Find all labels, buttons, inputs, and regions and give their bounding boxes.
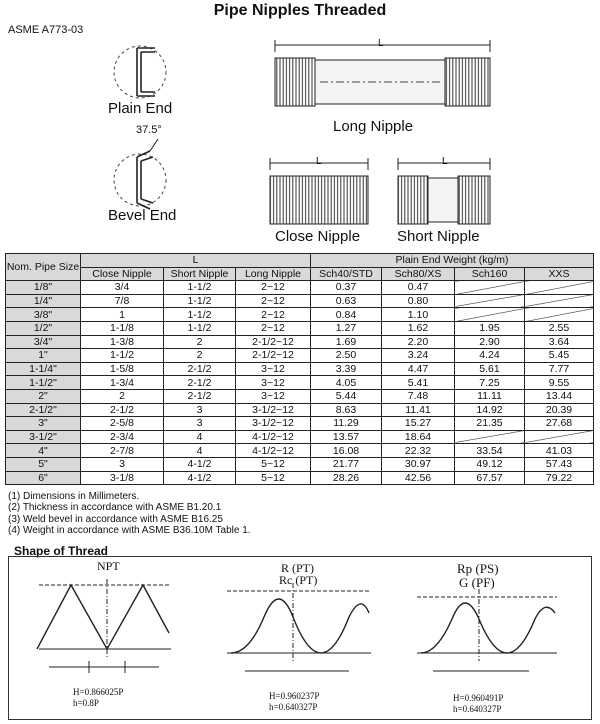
table-cell: 42.56 xyxy=(382,471,455,485)
rp-ps-formula-h: H=0.960491P xyxy=(453,693,504,703)
not-applicable-cell xyxy=(455,281,525,295)
short-nipple-drawing xyxy=(398,158,490,224)
table-cell: 8.63 xyxy=(311,403,382,417)
table-cell: 2~12 xyxy=(236,294,311,308)
table-cell: 3-1/2~12 xyxy=(236,417,311,431)
table-cell: 22.32 xyxy=(382,444,455,458)
table-cell: 2 xyxy=(81,389,164,403)
not-applicable-cell xyxy=(455,308,525,322)
l-header: L xyxy=(81,254,311,268)
table-cell: 0.47 xyxy=(382,281,455,295)
notes xyxy=(8,491,251,536)
table-cell: 2.90 xyxy=(455,335,525,349)
table-cell: 7.48 xyxy=(382,389,455,403)
table-row xyxy=(6,471,594,485)
table-cell: 1.95 xyxy=(455,321,525,335)
rp-ps-title: Rp (PS) xyxy=(457,561,499,576)
table-cell: 2~12 xyxy=(236,308,311,322)
table-cell: 5~12 xyxy=(236,471,311,485)
table-cell: 1-3/4 xyxy=(81,376,164,390)
nom-size-cell: 4" xyxy=(6,444,81,458)
table-cell: 3-1/8 xyxy=(81,471,164,485)
table-row xyxy=(6,417,594,431)
table-row xyxy=(6,457,594,471)
r-pt-title: R (PT) xyxy=(281,561,314,575)
table-cell: 2-1/2 xyxy=(81,403,164,417)
table-cell: 3~12 xyxy=(236,376,311,390)
table-cell: 13.57 xyxy=(311,430,382,444)
long-nipple-drawing xyxy=(275,40,490,106)
bevel-end-label: Bevel End xyxy=(108,207,177,224)
table-cell: 11.41 xyxy=(382,403,455,417)
bevel-angle-label: 37.5° xyxy=(136,124,162,136)
table-cell: 4 xyxy=(164,444,236,458)
table-body xyxy=(6,281,594,485)
table-cell: 3 xyxy=(81,457,164,471)
table-cell: 5.45 xyxy=(525,349,594,363)
table-cell: 11.11 xyxy=(455,389,525,403)
table-row xyxy=(6,430,594,444)
table-cell: 3/4 xyxy=(81,281,164,295)
table-row xyxy=(6,335,594,349)
npt-formula-h: H=0.866025P xyxy=(73,687,124,697)
table-row xyxy=(6,349,594,363)
sub-header-cell: Close Nipple xyxy=(81,267,164,281)
nom-size-cell: 1/8" xyxy=(6,281,81,295)
table-cell: 1-5/8 xyxy=(81,362,164,376)
nom-size-cell: 1/4" xyxy=(6,294,81,308)
table-cell: 7.77 xyxy=(525,362,594,376)
table-cell: 4-1/2~12 xyxy=(236,430,311,444)
bevel-end-drawing xyxy=(114,139,166,209)
table-cell: 2 xyxy=(164,349,236,363)
nom-size-cell: 1/2" xyxy=(6,321,81,335)
rp-ps-formula-small-h: h=0.640327P xyxy=(453,704,502,714)
table-cell: 2.55 xyxy=(525,321,594,335)
table-row xyxy=(6,403,594,417)
table-row xyxy=(6,281,594,295)
table-cell: 0.80 xyxy=(382,294,455,308)
table-cell: 2.20 xyxy=(382,335,455,349)
table-cell: 15.27 xyxy=(382,417,455,431)
not-applicable-cell xyxy=(525,308,594,322)
table-cell: 49.12 xyxy=(455,457,525,471)
table-cell: 4 xyxy=(164,430,236,444)
table-cell: 14.92 xyxy=(455,403,525,417)
short-nipple-label: Short Nipple xyxy=(397,228,480,245)
table-cell: 2-1/2~12 xyxy=(236,349,311,363)
plain-end-label: Plain End xyxy=(108,100,173,117)
standard-code: ASME A773-03 xyxy=(8,24,84,36)
table-cell: 1-1/2 xyxy=(164,308,236,322)
nom-size-cell: 3-1/2" xyxy=(6,430,81,444)
table-cell: 3~12 xyxy=(236,362,311,376)
table-cell: 5.61 xyxy=(455,362,525,376)
table-cell: 1.27 xyxy=(311,321,382,335)
npt-formula-small-h: h=0.8P xyxy=(73,698,99,708)
table-cell: 1 xyxy=(81,308,164,322)
table-cell: 2-1/2 xyxy=(164,362,236,376)
close-length-symbol: L xyxy=(316,156,322,167)
table-cell: 5~12 xyxy=(236,457,311,471)
r-pt-formula-h: H=0.960237P xyxy=(269,691,320,701)
table-cell: 67.57 xyxy=(455,471,525,485)
table-row xyxy=(6,389,594,403)
table-cell: 2~12 xyxy=(236,281,311,295)
weight-header: Plain End Weight (kg/m) xyxy=(311,254,594,268)
table-cell: 20.39 xyxy=(525,403,594,417)
note-1: (1) Dimensions in Millimeters. xyxy=(8,491,140,502)
sub-header-cell: Sch80/XS xyxy=(382,267,455,281)
not-applicable-cell xyxy=(455,294,525,308)
table-row xyxy=(6,321,594,335)
table-cell: 3~12 xyxy=(236,389,311,403)
npt-title: NPT xyxy=(97,559,120,573)
table-cell: 3.64 xyxy=(525,335,594,349)
table-cell: 4-1/2~12 xyxy=(236,444,311,458)
table-cell: 4-1/2 xyxy=(164,471,236,485)
table-row xyxy=(6,294,594,308)
not-applicable-cell xyxy=(525,281,594,295)
table-row xyxy=(6,362,594,376)
sub-header-cell: Sch160 xyxy=(455,267,525,281)
table-cell: 5.41 xyxy=(382,376,455,390)
table-cell: 3 xyxy=(164,417,236,431)
table-cell: 9.55 xyxy=(525,376,594,390)
nom-size-cell: 2" xyxy=(6,389,81,403)
table-cell: 2~12 xyxy=(236,321,311,335)
table-row xyxy=(6,308,594,322)
table-cell: 16.08 xyxy=(311,444,382,458)
table-cell: 1-1/8 xyxy=(81,321,164,335)
table-cell: 33.54 xyxy=(455,444,525,458)
table-cell: 7.25 xyxy=(455,376,525,390)
table-cell: 27.68 xyxy=(525,417,594,431)
table-cell: 1-1/2 xyxy=(164,321,236,335)
table-cell: 4.05 xyxy=(311,376,382,390)
nom-size-cell: 1-1/2" xyxy=(6,376,81,390)
rc-pt-title: Rc (PT) xyxy=(279,573,318,587)
table-cell: 2.50 xyxy=(311,349,382,363)
table-cell: 11.29 xyxy=(311,417,382,431)
short-length-symbol: L xyxy=(442,156,448,167)
plain-end-drawing xyxy=(114,46,166,98)
table-cell: 3.24 xyxy=(382,349,455,363)
nom-size-cell: 6" xyxy=(6,471,81,485)
close-nipple-drawing xyxy=(270,158,368,224)
table-cell: 18.64 xyxy=(382,430,455,444)
table-cell: 1-3/8 xyxy=(81,335,164,349)
table-cell: 79.22 xyxy=(525,471,594,485)
nom-size-cell: 5" xyxy=(6,457,81,471)
sub-header-cell: XXS xyxy=(525,267,594,281)
table-cell: 2-5/8 xyxy=(81,417,164,431)
page-title: Pipe Nipples Threaded xyxy=(213,2,387,19)
table-cell: 4.47 xyxy=(382,362,455,376)
note-4: (4) Weight in accordance with ASME B36.10M Table 1. xyxy=(8,524,251,536)
sub-header-row xyxy=(6,267,594,281)
table-cell: 0.37 xyxy=(311,281,382,295)
nom-size-header: Nom. Pipe Size xyxy=(6,254,81,281)
table-cell: 2-1/2~12 xyxy=(236,335,311,349)
sub-header-cell: Short Nipple xyxy=(164,267,236,281)
table-cell: 1.62 xyxy=(382,321,455,335)
table-cell: 2-3/4 xyxy=(81,430,164,444)
table-cell: 2-1/2 xyxy=(164,376,236,390)
table-cell: 0.84 xyxy=(311,308,382,322)
table-cell: 57.43 xyxy=(525,457,594,471)
nom-size-cell: 1" xyxy=(6,349,81,363)
table-cell: 41.03 xyxy=(525,444,594,458)
shape-of-thread-panel xyxy=(8,556,592,720)
nom-size-cell: 2-1/2" xyxy=(6,403,81,417)
sub-header-cell: Long Nipple xyxy=(236,267,311,281)
not-applicable-cell xyxy=(525,294,594,308)
table-cell: 4.24 xyxy=(455,349,525,363)
table-cell: 7/8 xyxy=(81,294,164,308)
note-2: (2) Thickness in accordance with ASME B1.20.1 xyxy=(8,502,222,514)
long-nipple-label: Long Nipple xyxy=(333,118,414,135)
table-cell: 21.35 xyxy=(455,417,525,431)
table-cell: 0.63 xyxy=(311,294,382,308)
nom-size-cell: 3" xyxy=(6,417,81,431)
nipple-diagrams xyxy=(0,30,600,252)
table-cell: 1.69 xyxy=(311,335,382,349)
note-3: (3) Weld bevel in accordance with ASME B16.25 xyxy=(8,513,223,525)
table-row xyxy=(6,444,594,458)
r-pt-formula-small-h: h=0.640327P xyxy=(269,702,318,712)
close-nipple-label: Close Nipple xyxy=(275,228,361,245)
table-cell: 4-1/2 xyxy=(164,457,236,471)
table-cell: 28.26 xyxy=(311,471,382,485)
table-cell: 2-7/8 xyxy=(81,444,164,458)
table-cell: 21.77 xyxy=(311,457,382,471)
table-cell: 13.44 xyxy=(525,389,594,403)
table-cell: 2-1/2 xyxy=(164,389,236,403)
table-cell: 1-1/2 xyxy=(164,281,236,295)
table-cell: 1-1/2 xyxy=(81,349,164,363)
table-cell: 2 xyxy=(164,335,236,349)
table-cell: 1.10 xyxy=(382,308,455,322)
shape-of-thread-title: Shape of Thread xyxy=(14,544,109,558)
long-length-symbol: L xyxy=(378,38,384,49)
table-cell: 1-1/2 xyxy=(164,294,236,308)
table-cell: 3 xyxy=(164,403,236,417)
not-applicable-cell xyxy=(525,430,594,444)
table-row xyxy=(6,376,594,390)
g-pf-title: G (PF) xyxy=(459,575,495,590)
table-cell: 5.44 xyxy=(311,389,382,403)
sub-header-cell: Sch40/STD xyxy=(311,267,382,281)
not-applicable-cell xyxy=(455,430,525,444)
table-cell: 3-1/2~12 xyxy=(236,403,311,417)
table-cell: 30.97 xyxy=(382,457,455,471)
table-cell: 3.39 xyxy=(311,362,382,376)
spec-table xyxy=(5,253,594,485)
nom-size-cell: 3/4" xyxy=(6,335,81,349)
nom-size-cell: 3/8" xyxy=(6,308,81,322)
nom-size-cell: 1-1/4" xyxy=(6,362,81,376)
